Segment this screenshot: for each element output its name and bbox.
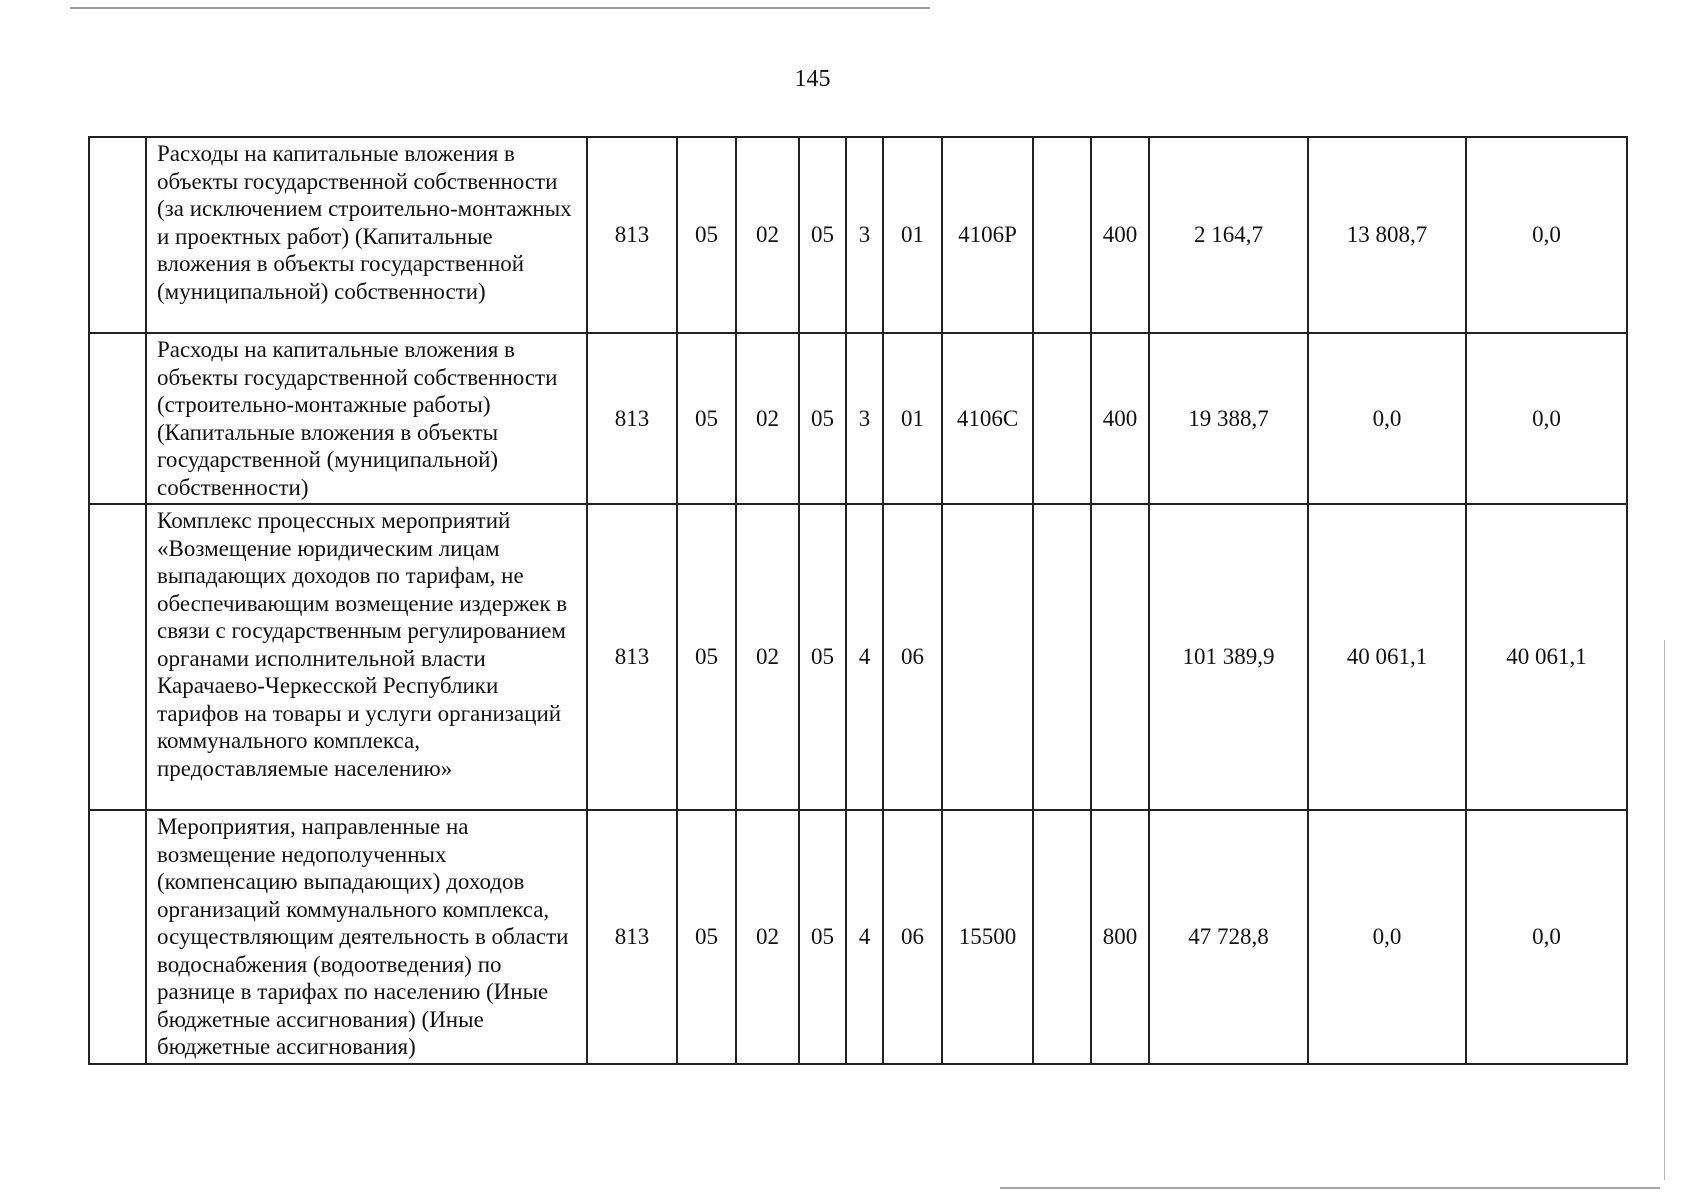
description-cell: Расходы на капитальные вложения в объекты государственной собственности (за исключением строительно-монтажных и проектных работ) (Капитальные вложения в объекты государственной (муниципальной) собственности) <box>146 137 587 333</box>
expense-type-cell: 400 <box>1091 137 1149 333</box>
extra-code-cell <box>1033 333 1091 504</box>
amount-1-cell: 47 728,8 <box>1149 810 1308 1064</box>
direction-code-cell: 4106Р <box>942 137 1033 333</box>
scan-edge-bottom <box>1000 1187 1660 1189</box>
event-code-cell: 06 <box>883 810 942 1064</box>
budget-table <box>88 136 1628 1065</box>
description-cell: Мероприятия, направленные на возмещение недополученных (компенсацию выпадающих) доходов организаций коммунального комплекса, осуществляющим деятельность в области водоснабжения (водоотведения) по разнице в тарифах по населению (Иные бюджетные ассигнования) (Иные бюджетные ассигнования) <box>146 810 587 1064</box>
program-code-cell: 05 <box>799 810 846 1064</box>
description-cell: Комплекс процессных мероприятий «Возмещение юридическим лицам выпадающих доходов по тарифам, не обеспечивающим возмещение издержек в связи с государственным регулированием органами исполнительной власти Карачаево-Черкесской Республики тарифов на товары и услуги организаций коммунального комплекса, предоставляемые населению» <box>146 504 587 810</box>
extra-code-cell <box>1033 810 1091 1064</box>
ministry-code-cell: 813 <box>587 504 677 810</box>
amount-1-cell: 101 389,9 <box>1149 504 1308 810</box>
section-code-cell: 05 <box>677 137 736 333</box>
table-row <box>89 504 1627 810</box>
row-index-cell <box>89 333 146 504</box>
amount-3-cell: 40 061,1 <box>1466 504 1627 810</box>
extra-code-cell <box>1033 137 1091 333</box>
amount-1-cell: 19 388,7 <box>1149 333 1308 504</box>
subprogram-code-cell: 4 <box>846 504 883 810</box>
amount-3-cell: 0,0 <box>1466 333 1627 504</box>
row-index-cell <box>89 137 146 333</box>
direction-code-cell: 4106С <box>942 333 1033 504</box>
description-cell: Расходы на капитальные вложения в объекты государственной собственности (строительно-монтажные работы) (Капитальные вложения в объекты государственной (муниципальной) собственности) <box>146 333 587 504</box>
expense-type-cell: 800 <box>1091 810 1149 1064</box>
amount-2-cell: 13 808,7 <box>1308 137 1466 333</box>
scan-edge-right <box>1664 640 1665 1180</box>
amount-2-cell: 40 061,1 <box>1308 504 1466 810</box>
page-number: 145 <box>794 66 831 92</box>
expense-type-cell <box>1091 504 1149 810</box>
event-code-cell: 01 <box>883 137 942 333</box>
direction-code-cell <box>942 504 1033 810</box>
table-row <box>89 810 1627 1064</box>
subsection-code-cell: 02 <box>736 137 799 333</box>
section-code-cell: 05 <box>677 504 736 810</box>
subsection-code-cell: 02 <box>736 810 799 1064</box>
section-code-cell: 05 <box>677 810 736 1064</box>
ministry-code-cell: 813 <box>587 137 677 333</box>
subsection-code-cell: 02 <box>736 333 799 504</box>
ministry-code-cell: 813 <box>587 333 677 504</box>
amount-3-cell: 0,0 <box>1466 137 1627 333</box>
table-row <box>89 137 1627 333</box>
subprogram-code-cell: 4 <box>846 810 883 1064</box>
program-code-cell: 05 <box>799 504 846 810</box>
event-code-cell: 06 <box>883 504 942 810</box>
table-row <box>89 333 1627 504</box>
row-index-cell <box>89 810 146 1064</box>
scan-edge-top <box>70 7 930 9</box>
amount-3-cell: 0,0 <box>1466 810 1627 1064</box>
amount-2-cell: 0,0 <box>1308 333 1466 504</box>
ministry-code-cell: 813 <box>587 810 677 1064</box>
amount-2-cell: 0,0 <box>1308 810 1466 1064</box>
expense-type-cell: 400 <box>1091 333 1149 504</box>
extra-code-cell <box>1033 504 1091 810</box>
amount-1-cell: 2 164,7 <box>1149 137 1308 333</box>
subprogram-code-cell: 3 <box>846 333 883 504</box>
event-code-cell: 01 <box>883 333 942 504</box>
program-code-cell: 05 <box>799 333 846 504</box>
subsection-code-cell: 02 <box>736 504 799 810</box>
direction-code-cell: 15500 <box>942 810 1033 1064</box>
row-index-cell <box>89 504 146 810</box>
section-code-cell: 05 <box>677 333 736 504</box>
program-code-cell: 05 <box>799 137 846 333</box>
subprogram-code-cell: 3 <box>846 137 883 333</box>
